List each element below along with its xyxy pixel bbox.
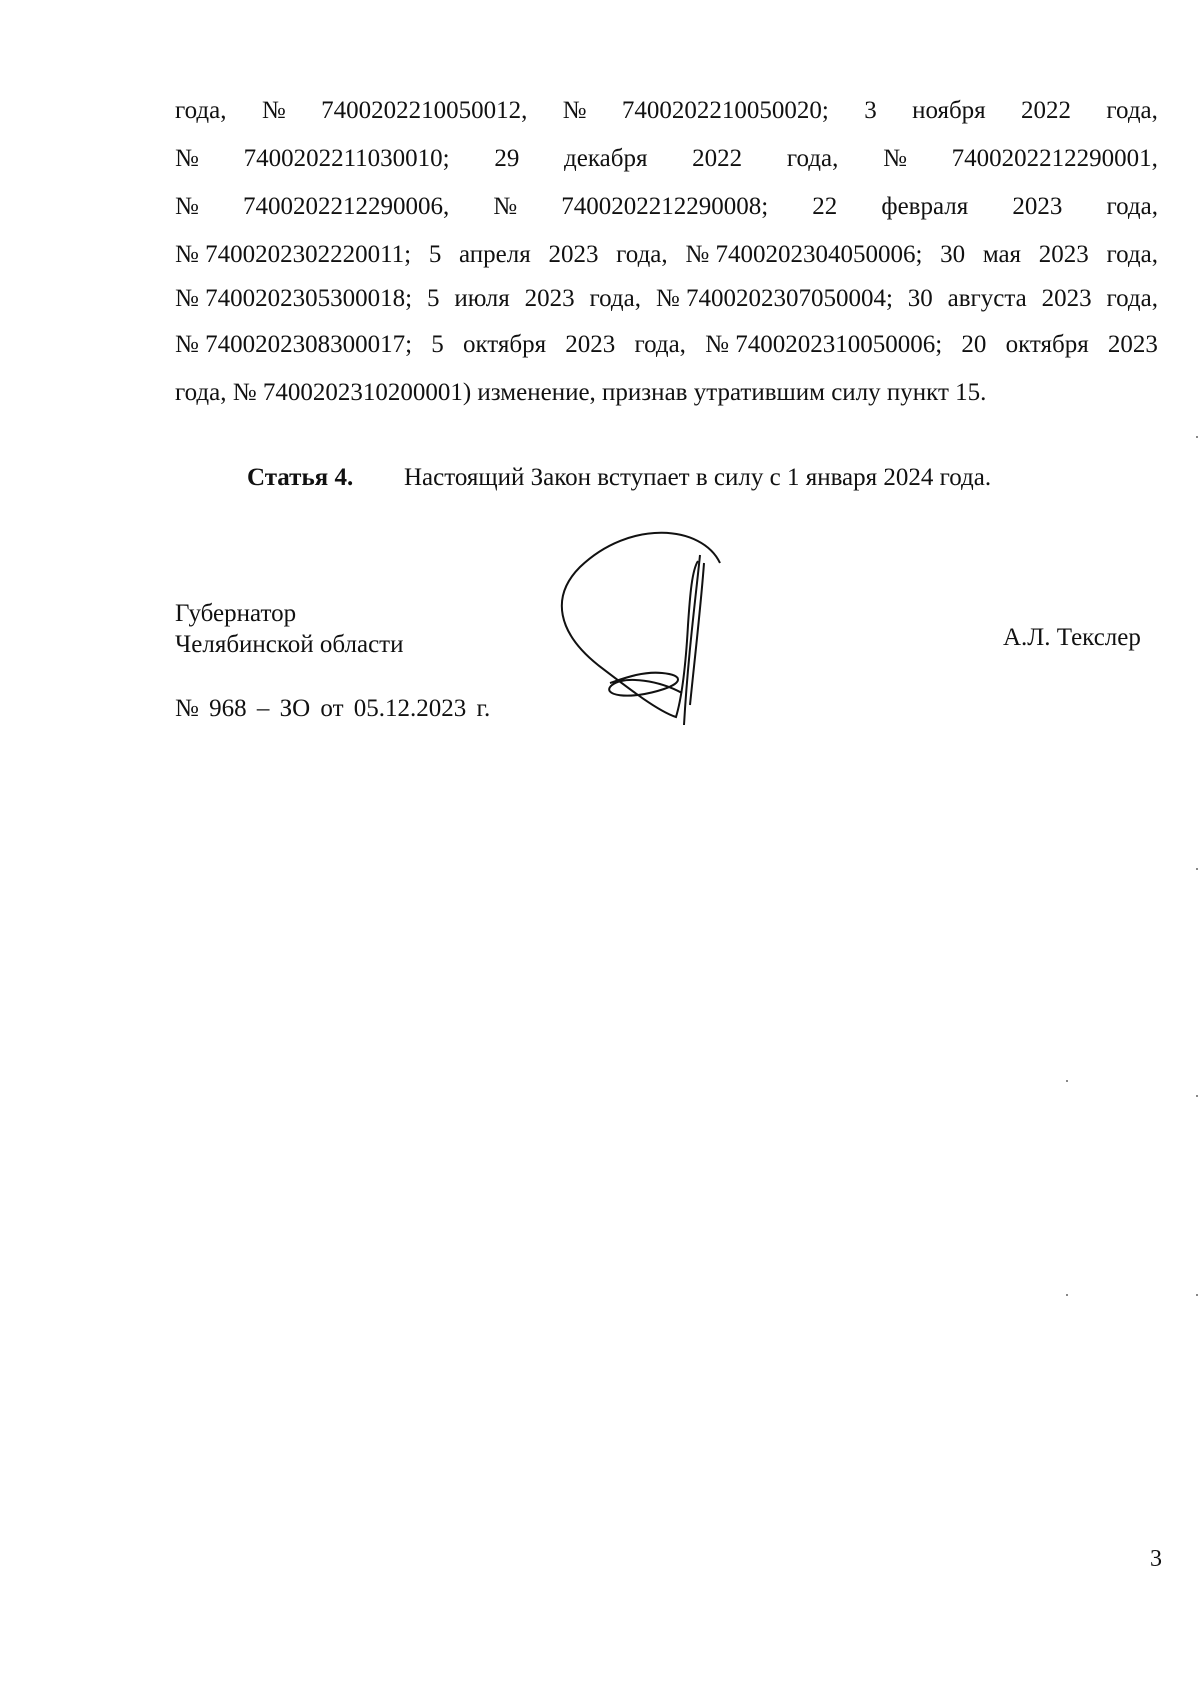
body-word: № 7400202307050004; [655,285,893,312]
body-word: № [175,145,199,172]
body-word: 2023 [565,331,616,358]
body-word: февраля [881,193,969,220]
body-last-line: года, № 7400202310200001) изменение, признав утратившим силу пункт 15. [175,379,987,406]
body-word: 29 [494,145,520,172]
body-word: № [562,97,587,124]
scan-speck [1066,1080,1068,1082]
governor-title-line2: Челябинской области [175,631,404,658]
body-word: 2023 [524,285,575,312]
body-line [175,240,1158,270]
body-word: 5 [426,285,440,312]
body-word: года, [175,97,227,124]
body-word: ноября [912,97,986,124]
body-word: мая [982,241,1022,268]
scan-speck [1196,868,1198,870]
body-word: 2023 [548,241,599,268]
body-word: 7400202212290008; [561,193,769,220]
body-word: 7400202210050012, [321,97,528,124]
body-word: 3 [864,97,877,124]
body-word: года, [589,285,641,312]
body-word: 7400202212290006, [242,193,450,220]
body-line [175,284,1158,314]
body-line [175,144,1158,174]
scan-speck [1196,1294,1198,1296]
body-line [175,96,1158,126]
body-word: года, [1106,193,1158,220]
body-word: апреля [459,241,531,268]
scan-speck [1196,436,1198,438]
body-word: 2022 [692,145,743,172]
body-word: № [883,145,907,172]
body-word: 2023 [1041,285,1092,312]
body-word: года, [1106,241,1158,268]
article-4 [247,463,991,493]
governor-name: А.Л. Текслер [1003,624,1141,651]
body-word: 5 [428,241,442,268]
body-word: октября [1005,331,1089,358]
body-word: 30 [907,285,933,312]
body-word: № [175,193,199,220]
article-label: Статья 4. [247,464,354,491]
body-word: года, [1106,285,1158,312]
body-word: 22 [812,193,838,220]
scan-speck [1196,1095,1198,1097]
page-number: 3 [1150,1546,1162,1572]
body-word: 7400202212290001, [951,145,1158,172]
body-word: июля [454,285,510,312]
body-word: 2023 [1012,193,1063,220]
body-word: 2023 [1038,241,1089,268]
governor-title [175,598,403,660]
body-word: № [493,193,518,220]
governor-title-line1: Губернатор [175,600,297,627]
body-line [175,192,1158,222]
body-word: № 7400202302220011; [175,241,412,268]
body-word: 2023 [1107,331,1158,358]
body-word: 30 [940,241,966,268]
article-text: Настоящий Закон вступает в силу с 1 января 2024 года. [404,464,992,491]
scan-speck [1066,1294,1068,1296]
body-word: 7400202211030010; [243,145,450,172]
body-word: года, [616,241,668,268]
body-word: года, [786,145,839,172]
body-word: 7400202210050020; [621,97,829,124]
body-word: № 7400202304050006; [685,241,923,268]
body-word: № 7400202310050006; [705,331,943,358]
handwritten-signature [552,525,762,735]
body-word: № 7400202305300018; [175,285,413,312]
law-number: № 968 – ЗО от 05.12.2023 г. [175,695,491,722]
body-word: августа [947,285,1027,312]
body-word: № 7400202308300017; [175,331,413,358]
body-word: года, [634,331,686,358]
body-word: октября [462,331,547,358]
body-word: № [261,97,286,124]
body-line [175,330,1158,360]
body-word: 5 [431,331,444,358]
body-word: 2022 [1021,97,1072,124]
body-word: 20 [961,331,987,358]
body-word: декабря [564,145,648,172]
body-word: года, [1106,97,1158,124]
